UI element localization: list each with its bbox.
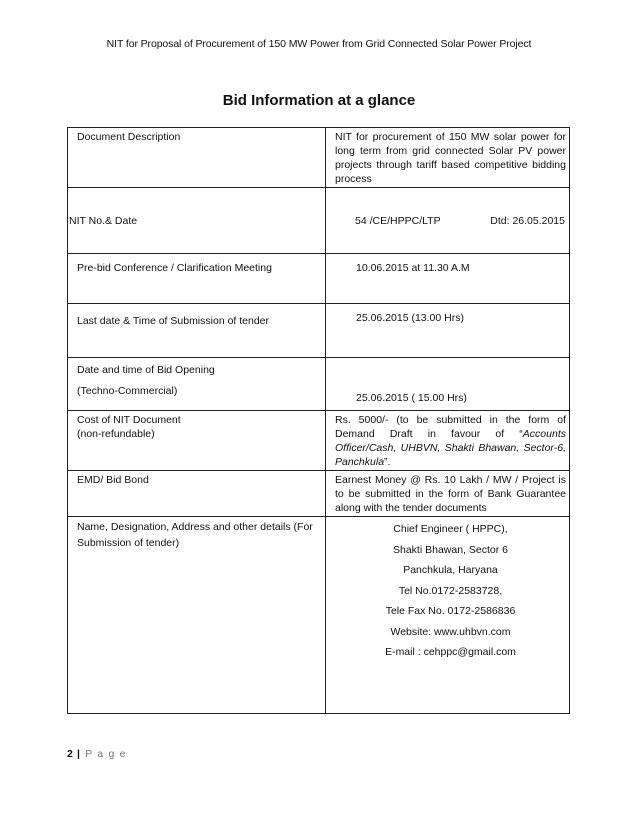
bid-opening-label-line2: (Techno-Commercial) bbox=[77, 385, 178, 397]
nit-number-cell bbox=[326, 188, 570, 254]
nit-cost-label bbox=[68, 411, 326, 471]
table-row-nit-cost bbox=[68, 411, 570, 471]
nit-cost-value-payee: Accounts Officer/Cash, UHBVN, Shakti Bhawan, Sector-6, Panchkula bbox=[335, 428, 566, 468]
last-date-value: 25.06.2015 (13.00 Hrs) bbox=[326, 304, 570, 358]
nit-cost-value-suffix: ”. bbox=[384, 456, 391, 468]
last-date-label: Last date & Time of Submission of tender bbox=[68, 304, 326, 358]
bid-info-table bbox=[67, 127, 570, 714]
table-row-emd bbox=[68, 471, 570, 517]
page-title: Bid Information at a glance bbox=[222, 92, 416, 109]
address-line: Panchkula, Haryana bbox=[403, 564, 498, 576]
page-label: P a g e bbox=[85, 748, 127, 760]
nit-date-value: Dtd: 26.05.2015 bbox=[490, 214, 565, 227]
bid-opening-value: 25.06.2015 ( 15.00 Hrs) bbox=[326, 358, 570, 411]
bid-opening-label-line1: Date and time of Bid Opening bbox=[77, 364, 215, 376]
page-number: 2 bbox=[67, 748, 73, 760]
table-row-last-date bbox=[68, 304, 570, 358]
document-description-label: Document Description bbox=[68, 128, 326, 188]
prebid-value: 10.06.2015 at 11.30 A.M bbox=[326, 254, 570, 304]
address-line: Tele Fax No. 0172-2586836 bbox=[385, 605, 516, 617]
page-separator: | bbox=[76, 748, 82, 760]
running-header: NIT for Proposal of Procurement of 150 MW Power from Grid Connected Solar Power Project bbox=[106, 38, 532, 50]
nit-cost-value bbox=[326, 411, 570, 471]
table-row-bid-opening bbox=[68, 358, 570, 411]
table-row-document-description bbox=[68, 128, 570, 188]
page-footer bbox=[67, 748, 127, 760]
nit-number-value: 54 /CE/HPPC/LTP bbox=[355, 214, 441, 227]
table-row-submission-address bbox=[68, 517, 570, 714]
address-line: Chief Engineer ( HPPC), bbox=[393, 523, 508, 535]
bid-opening-label bbox=[68, 358, 326, 411]
emd-label: EMD/ Bid Bond bbox=[68, 471, 326, 517]
nit-cost-value-prefix: Rs. 5000/- (to be submitted in the form of Demand Draft in favour of “ bbox=[335, 414, 566, 440]
nit-cost-label-line2: (non-refundable) bbox=[77, 428, 155, 440]
nit-number-label: NIT No.& Date bbox=[68, 188, 326, 254]
address-line: Website: www.uhbvn.com bbox=[390, 625, 511, 638]
submission-address-label: Name, Designation, Address and other details (For Submission of tender) bbox=[68, 517, 326, 714]
nit-cost-label-line1: Cost of NIT Document bbox=[77, 414, 181, 426]
address-line: Shakti Bhawan, Sector 6 bbox=[393, 543, 508, 556]
document-description-value: NIT for procurement of 150 MW solar power for long term from grid connected Solar PV power projects through tariff based competitive bidding process bbox=[326, 128, 570, 188]
table-row-nit-number bbox=[68, 188, 570, 254]
address-line: Tel No.0172-2583728, bbox=[398, 584, 503, 597]
emd-value: Earnest Money @ Rs. 10 Lakh / MW / Project is to be submitted in the form of Bank Guarantee along with the tender documents bbox=[326, 471, 570, 517]
table-row-prebid bbox=[68, 254, 570, 304]
address-line: E-mail : cehppc@gmail.com bbox=[385, 646, 516, 658]
prebid-label: Pre-bid Conference / Clarification Meeting bbox=[68, 254, 326, 304]
submission-address-value bbox=[326, 517, 570, 714]
